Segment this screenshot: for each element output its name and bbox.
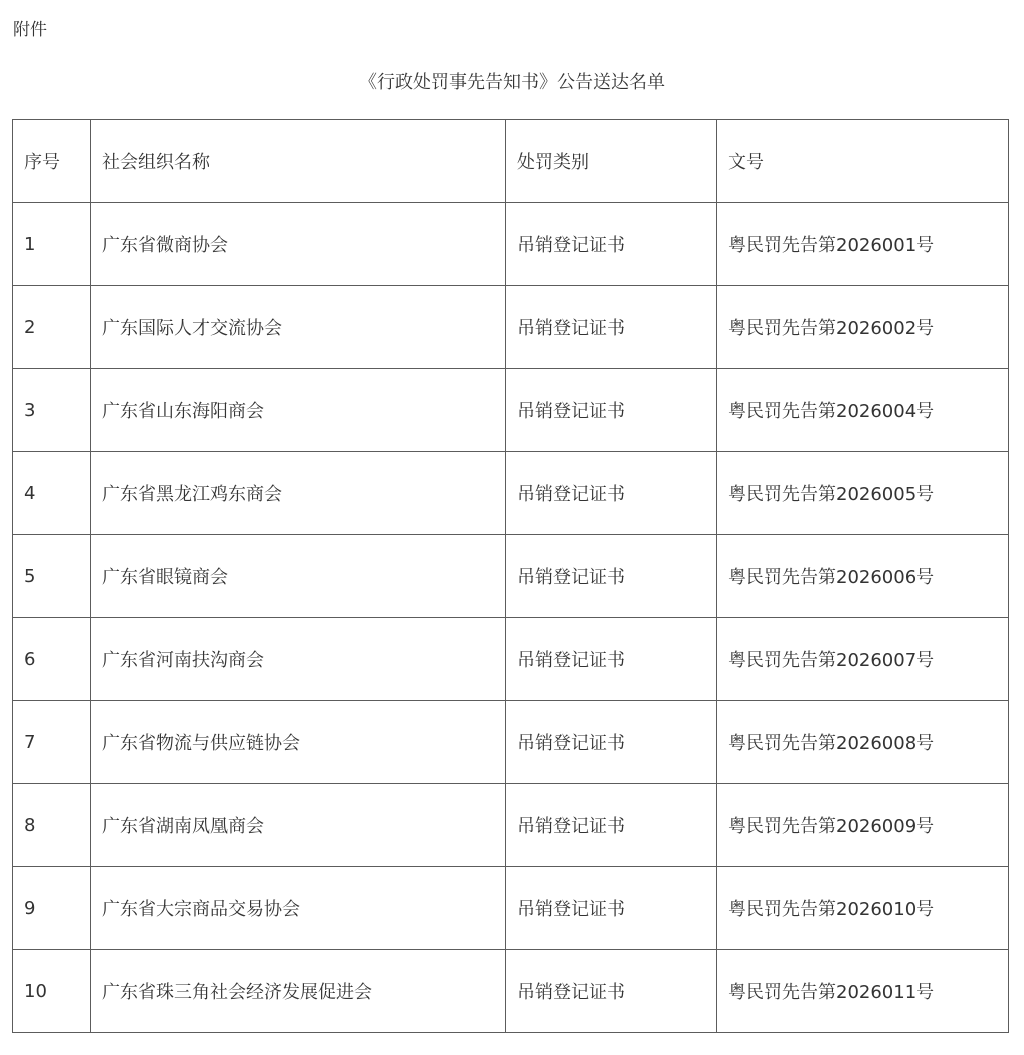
- cell-seq: 8: [13, 784, 91, 867]
- table-row: [13, 203, 1009, 286]
- column-header-org-name: 社会组织名称: [91, 120, 506, 203]
- cell-doc-number: 粤民罚先告第2026010号: [717, 867, 1009, 950]
- cell-org-name: 广东省河南扶沟商会: [91, 618, 506, 701]
- cell-doc-number: 粤民罚先告第2026002号: [717, 286, 1009, 369]
- cell-penalty-type: 吊销登记证书: [506, 867, 717, 950]
- attachment-label: 附件: [13, 20, 47, 40]
- cell-penalty-type: 吊销登记证书: [506, 535, 717, 618]
- cell-penalty-type: 吊销登记证书: [506, 950, 717, 1033]
- cell-org-name: 广东省黑龙江鸡东商会: [91, 452, 506, 535]
- cell-org-name: 广东省湖南凤凰商会: [91, 784, 506, 867]
- cell-doc-number: 粤民罚先告第2026007号: [717, 618, 1009, 701]
- document-title: 《行政处罚事先告知书》公告送达名单: [359, 72, 665, 93]
- cell-seq: 3: [13, 369, 91, 452]
- cell-doc-number: 粤民罚先告第2026006号: [717, 535, 1009, 618]
- table-row: [13, 452, 1009, 535]
- delivery-list-table: [12, 119, 1009, 1033]
- cell-org-name: 广东省物流与供应链协会: [91, 701, 506, 784]
- table-row: [13, 784, 1009, 867]
- column-header-penalty-type: 处罚类别: [506, 120, 717, 203]
- cell-seq: 10: [13, 950, 91, 1033]
- cell-seq: 6: [13, 618, 91, 701]
- cell-org-name: 广东省大宗商品交易协会: [91, 867, 506, 950]
- cell-penalty-type: 吊销登记证书: [506, 452, 717, 535]
- cell-doc-number: 粤民罚先告第2026004号: [717, 369, 1009, 452]
- cell-seq: 1: [13, 203, 91, 286]
- cell-doc-number: 粤民罚先告第2026008号: [717, 701, 1009, 784]
- cell-org-name: 广东省微商协会: [91, 203, 506, 286]
- column-header-seq: 序号: [13, 120, 91, 203]
- table-row: [13, 867, 1009, 950]
- cell-doc-number: 粤民罚先告第2026009号: [717, 784, 1009, 867]
- cell-org-name: 广东国际人才交流协会: [91, 286, 506, 369]
- cell-seq: 7: [13, 701, 91, 784]
- table-row: [13, 618, 1009, 701]
- cell-doc-number: 粤民罚先告第2026005号: [717, 452, 1009, 535]
- cell-org-name: 广东省山东海阳商会: [91, 369, 506, 452]
- cell-doc-number: 粤民罚先告第2026001号: [717, 203, 1009, 286]
- cell-penalty-type: 吊销登记证书: [506, 618, 717, 701]
- table-row: [13, 950, 1009, 1033]
- table-row: [13, 286, 1009, 369]
- cell-penalty-type: 吊销登记证书: [506, 203, 717, 286]
- cell-penalty-type: 吊销登记证书: [506, 369, 717, 452]
- table-header-row: [13, 120, 1009, 203]
- cell-penalty-type: 吊销登记证书: [506, 784, 717, 867]
- table-row: [13, 535, 1009, 618]
- cell-seq: 9: [13, 867, 91, 950]
- table-row: [13, 369, 1009, 452]
- cell-org-name: 广东省珠三角社会经济发展促进会: [91, 950, 506, 1033]
- cell-seq: 4: [13, 452, 91, 535]
- cell-penalty-type: 吊销登记证书: [506, 701, 717, 784]
- column-header-doc-number: 文号: [717, 120, 1009, 203]
- cell-doc-number: 粤民罚先告第2026011号: [717, 950, 1009, 1033]
- cell-penalty-type: 吊销登记证书: [506, 286, 717, 369]
- cell-org-name: 广东省眼镜商会: [91, 535, 506, 618]
- table-row: [13, 701, 1009, 784]
- cell-seq: 5: [13, 535, 91, 618]
- cell-seq: 2: [13, 286, 91, 369]
